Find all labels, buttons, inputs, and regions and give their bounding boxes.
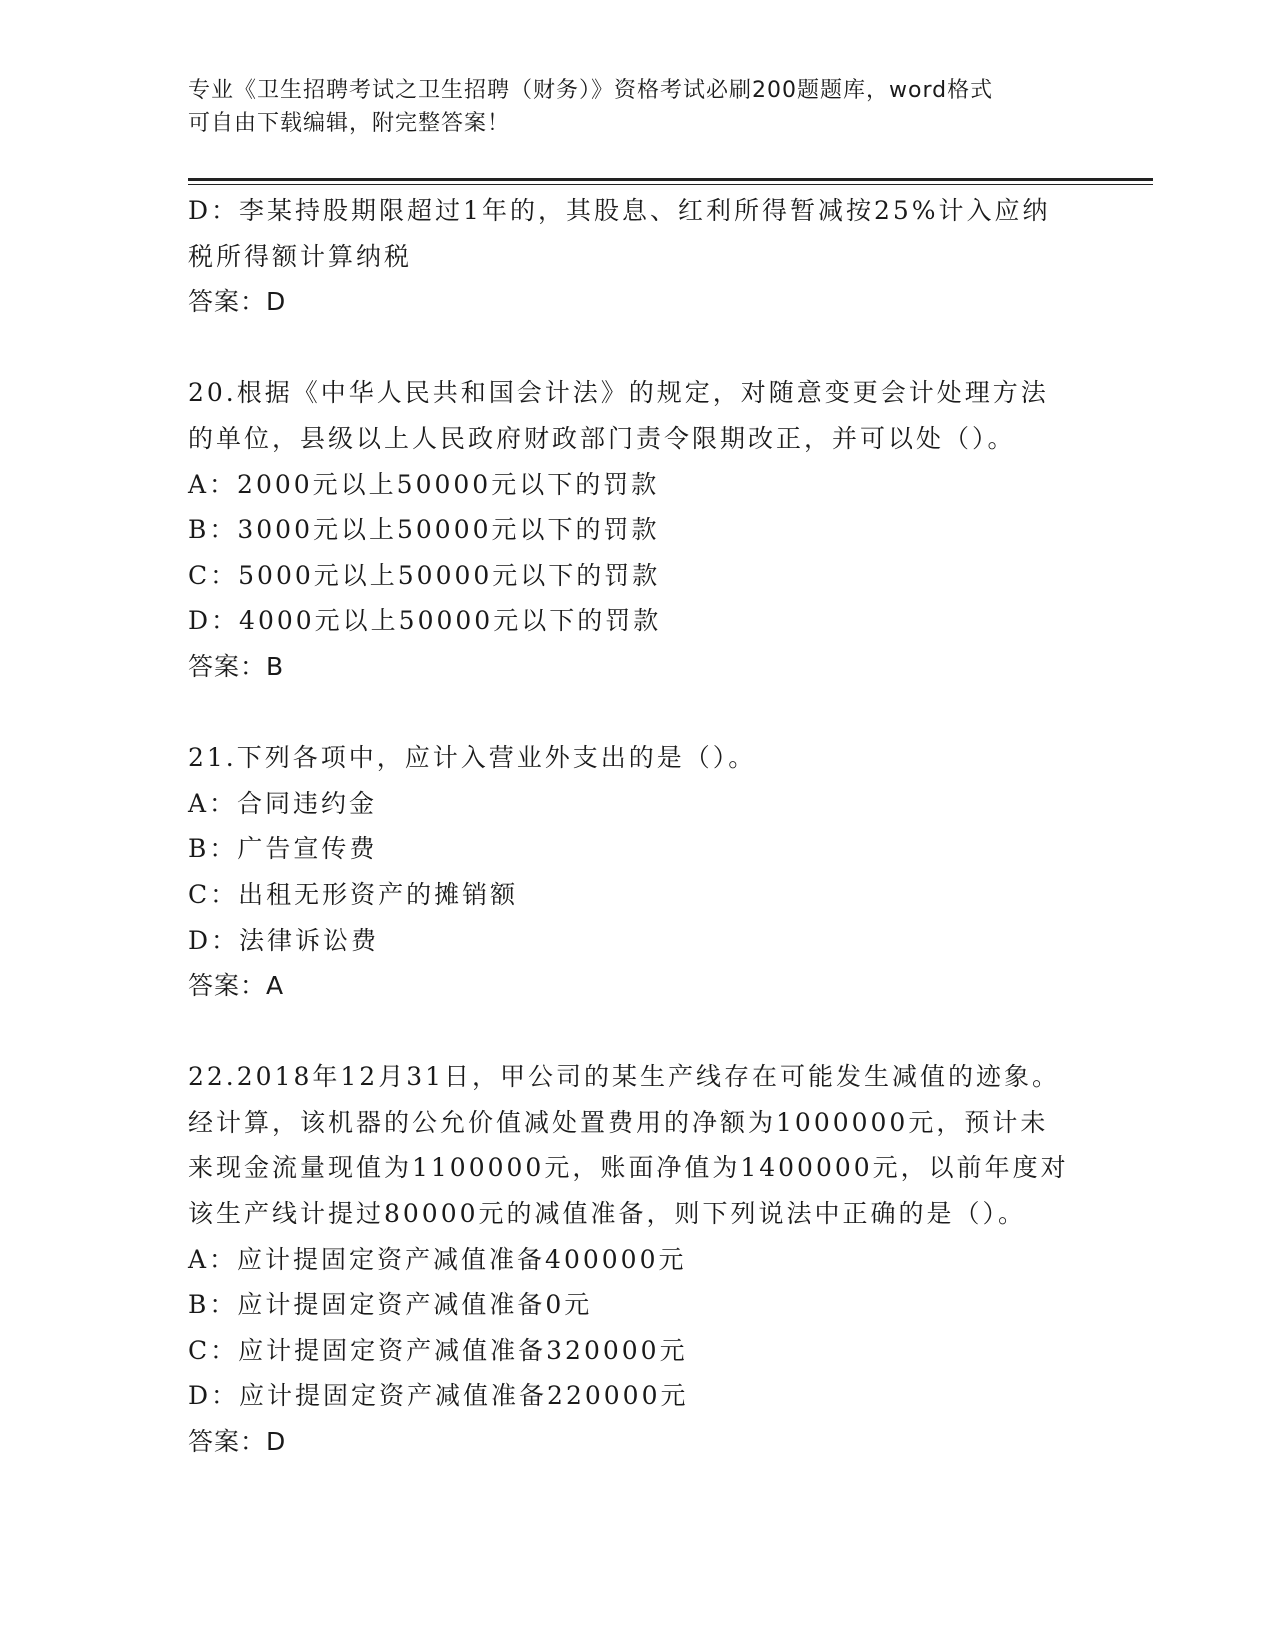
option-a: A：应计提固定资产减值准备400000元 — [188, 1244, 687, 1274]
answer-line: 答案：B — [188, 651, 285, 681]
spacer — [188, 690, 1088, 736]
option-a: A：2000元以上50000元以下的罚款 — [188, 469, 660, 499]
question-22 — [188, 1054, 1088, 1464]
question-stem: 22.2018年12月31日，甲公司的某生产线存在可能发生减值的迹象。 — [188, 1062, 1061, 1092]
option-a: A：合同违约金 — [188, 788, 378, 818]
header-rule-thin — [188, 184, 1153, 185]
question-stem: 21.下列各项中，应计入营业外支出的是（）。 — [188, 743, 757, 773]
document-body — [188, 188, 1088, 1465]
question-stem: 经计算，该机器的公允价值减处置费用的净额为1000000元，预计未 — [188, 1107, 1049, 1137]
question-stem: 的单位，县级以上人民政府财政部门责令限期改正，并可以处（）。 — [188, 423, 1016, 453]
option-c: C：应计提固定资产减值准备320000元 — [188, 1335, 688, 1365]
spacer — [188, 325, 1088, 371]
option-c: C：出租无形资产的摊销额 — [188, 879, 519, 909]
option-d: D：应计提固定资产减值准备220000元 — [188, 1381, 689, 1411]
answer-line: 答案：A — [188, 971, 285, 1001]
previous-question-tail — [188, 188, 1088, 325]
option-b: B：广告宣传费 — [188, 834, 378, 864]
question-21 — [188, 735, 1088, 1009]
header-line-1: 专业《卫生招聘考试之卫生招聘（财务）》资格考试必刷200题题库，word格式 — [188, 78, 994, 103]
answer-line: 答案：D — [188, 1427, 287, 1457]
question-stem: 20.根据《中华人民共和国会计法》的规定，对随意变更会计处理方法 — [188, 378, 1049, 408]
header-rule-thick — [188, 178, 1153, 181]
spacer — [188, 1009, 1088, 1055]
option-b: B：3000元以上50000元以下的罚款 — [188, 515, 660, 545]
header-line-2: 可自由下载编辑，附完整答案！ — [188, 111, 511, 136]
option-d-continued: 税所得额计算纳税 — [188, 241, 413, 271]
option-d: D：4000元以上50000元以下的罚款 — [188, 606, 662, 636]
answer-line: 答案：D — [188, 287, 287, 317]
option-d: D：李某持股期限超过1年的，其股息、红利所得暂减按25%计入应纳 — [188, 196, 1051, 225]
option-b: B：应计提固定资产减值准备0元 — [188, 1290, 593, 1320]
question-stem: 来现金流量现值为1100000元，账面净值为1400000元，以前年度对 — [188, 1153, 1069, 1183]
question-20 — [188, 370, 1088, 689]
question-stem: 该生产线计提过80000元的减值准备，则下列说法中正确的是（）。 — [188, 1199, 1027, 1229]
document-header — [188, 74, 1088, 140]
option-d: D：法律诉讼费 — [188, 925, 380, 955]
option-c: C：5000元以上50000元以下的罚款 — [188, 560, 661, 590]
